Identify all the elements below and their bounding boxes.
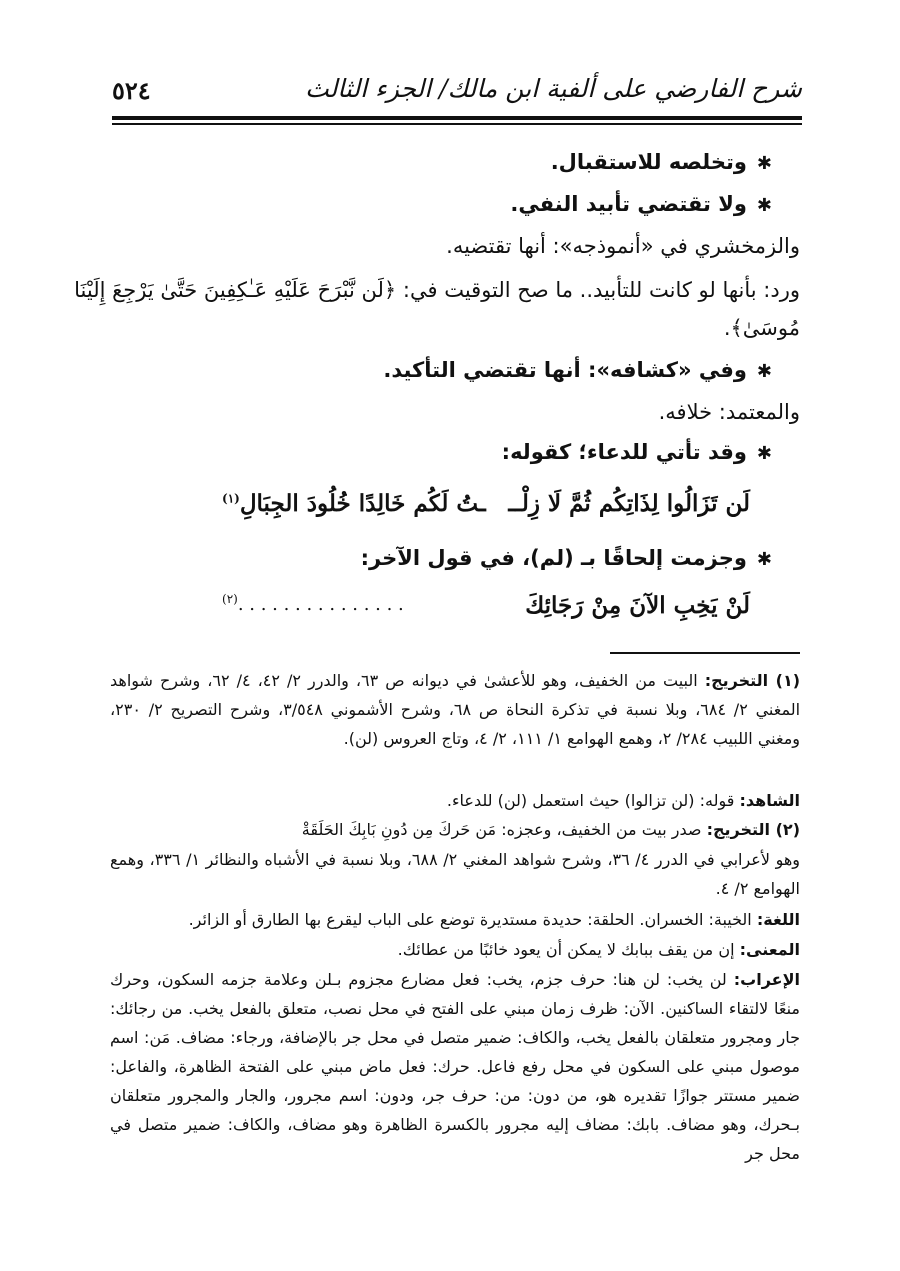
header-rule-thick: [112, 116, 802, 120]
page-number: ٥٢٤: [112, 76, 151, 105]
footnote-2-irab: [110, 965, 800, 1168]
body-line: وجزمت إلحاقًا بـ (لم)، في قول الآخر:: [360, 546, 747, 570]
bullet-line-jazm: [361, 544, 772, 574]
footnote-label: المعنى:: [739, 940, 800, 959]
verse1-second-hemistich: [222, 490, 486, 517]
footnote-text: صدر بيت من الخفيف، وعجزه: مَن حَركَ مِن دُونِ بَابِكَ الحَلَقَةْ: [301, 820, 702, 839]
page-header: [112, 72, 802, 112]
body-line: وقد تأتي للدعاء؛ كقوله:: [501, 440, 747, 464]
verse-text: ـتُ لَكُم خَالِدًا خُلُودَ الجِبَالِ: [239, 490, 486, 517]
asterisk-bullet-icon: ✱: [756, 549, 772, 570]
footnote-label: الشاهد:: [739, 791, 800, 810]
footnote-marker: (٢): [222, 592, 238, 606]
footnote-separator: [610, 652, 800, 654]
verse2-first-hemistich: لَنْ يَخِبِ الآنَ مِنْ رَجَائِكَ: [525, 592, 750, 619]
bullet-line-supplication: [502, 438, 772, 468]
footnote-text: إن من يقف ببابك لا يمكن أن يعود خائبًا من عطائك.: [397, 940, 735, 959]
body-line-refutation: ورد: بأنها لو كانت للتأبيد.. ما صح التوقيت في: ﴿لَن نَّبْرَحَ عَلَيْهِ عَـٰكِفِينَ حَتَّىٰ يَرْجِعَ إِلَيْنَا: [74, 278, 800, 302]
header-rule-thin: [112, 123, 802, 125]
footnote-1-shahid: [110, 786, 800, 815]
asterisk-bullet-icon: ✱: [756, 153, 772, 174]
bullet-line-negation: [510, 190, 772, 220]
verse1-first-hemistich: لَن تَزَالُوا لِذَاتِكُم ثُمَّ لَا زِلْــ: [508, 490, 750, 517]
body-line: وتخلصه للاستقبال.: [550, 150, 747, 174]
footnote-2-mana: [110, 935, 800, 964]
footnote-label: (٢) التخريج:: [706, 820, 800, 839]
verse-ellipsis: . . . . . . . . . . . . . . .: [237, 594, 404, 615]
footnote-label: (١) التخريج:: [704, 671, 801, 690]
body-line-zamakhshari: والزمخشري في «أنموذجه»: أنها تقتضيه.: [446, 234, 800, 258]
verse2-second-hemistich: [222, 592, 404, 615]
body-line: ولا تقتضي تأبيد النفي.: [510, 192, 747, 216]
footnote-text: البيت من الخفيف، وهو للأعشىٰ في ديوانه ص ٦٣، والدرر ٢/ ٤٢، ٤/ ٦٢، وشرح شواهد المغني ٢/ ٦٨٤، وبلا نسبة في تذكرة النحاة ص ٦٨، وشرح الأشموني ٣/٥٤٨، وشرح التصريح ٢/ ٢٣٠، ومغني اللبيب ٢٨٤/ ٢، وهمع الهوامع ١/ ١١١، ٢/ ٤، وتاج العروس (لن).: [110, 671, 801, 748]
footnote-text: قوله: (لن تزالوا) حيث استعمل (لن) للدعاء.: [446, 791, 735, 810]
footnote-marker: (١): [222, 491, 240, 506]
footnote-label: اللغة:: [756, 910, 800, 929]
body-line-quran-end: مُوسَىٰ﴾.: [723, 316, 800, 340]
asterisk-bullet-icon: ✱: [756, 361, 772, 382]
footnote-text: الخيبة: الخسران. الحلقة: حديدة مستديرة توضع على الباب ليقرع بها الطارق أو الزائر.: [188, 910, 752, 929]
body-line: وفي «كشافه»: أنها تقتضي التأكيد.: [383, 358, 747, 382]
asterisk-bullet-icon: ✱: [756, 443, 772, 464]
footnote-label: الإعراب:: [733, 970, 800, 989]
footnote-1: [110, 666, 800, 753]
bullet-line-kashshaf: [383, 356, 772, 386]
body-line-reliable: والمعتمد: خلافه.: [658, 400, 800, 424]
footnote-2: [110, 815, 800, 844]
footnote-2-lugha: [110, 905, 800, 934]
footnote-text: لن يخب: لن هنا: حرف جزم، يخب: فعل مضارع مجزوم بـلن وعلامة جزمه السكون، وحرك منعًا لالتقاء الساكنين. الآن: ظرف زمان مبني على الفتح في محل نصب، متعلق بالفعل يخب. من رجائك: جار ومجرور متعلقان بالفعل يخب، والكاف: ضمير متصل في محل جر بالإضافة، ورجاء: مضاف. مَن: اسم موصول مبني على السكون في محل رفع فاعل. حرك: فعل ماض مبني على الفتحة الظاهرة، والفاعل: ضمير مستتر جوازًا تقديره هو، من دون: من: حرف جر، ودون: اسم مجرور، والجار والمجرور متعلقان بـحرك، وهو مضاف. بابك: مضاف إليه مجرور بالكسرة الظاهرة وهو مضاف، والكاف: ضمير متصل في محل جر: [110, 970, 800, 1163]
bullet-line-future: [551, 148, 772, 178]
running-title: شرح الفارضي على ألفية ابن مالك/ الجزء الثالث: [305, 74, 802, 103]
asterisk-bullet-icon: ✱: [756, 195, 772, 216]
footnote-2-sources: وهو لأعرابي في الدرر ٤/ ٣٦، وشرح شواهد المغني ٢/ ٦٨٨، وبلا نسبة في الأشباه والنظائر ١/ ٣٣٦، وهمع الهوامع ٢/ ٤.: [110, 850, 801, 898]
